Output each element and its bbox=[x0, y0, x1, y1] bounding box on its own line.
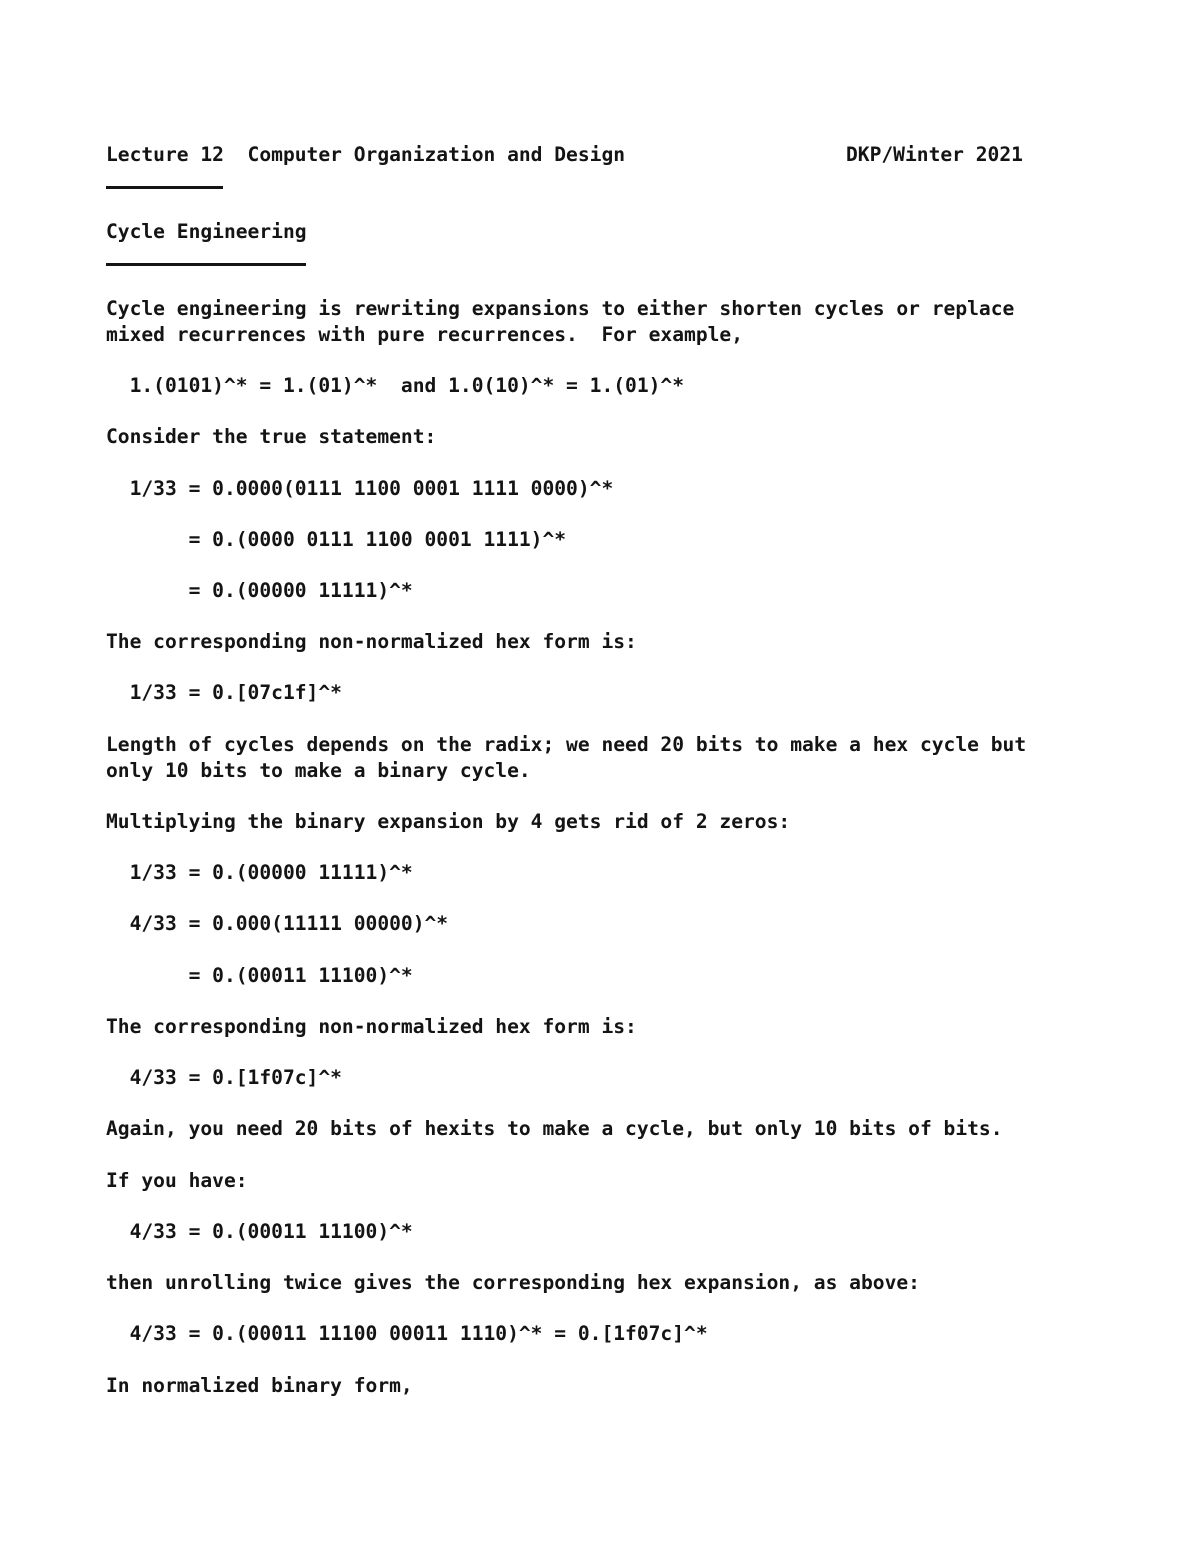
equation-line: = 0.(0000 0111 1100 0001 1111)^* bbox=[106, 528, 567, 551]
section-title: Cycle Engineering bbox=[106, 220, 307, 243]
equation-line: = 0.(00011 11100)^* bbox=[106, 964, 413, 987]
equation-line: 1/33 = 0.[07c1f]^* bbox=[106, 681, 342, 704]
equation-line: 4/33 = 0.(00011 11100)^* bbox=[106, 1220, 413, 1243]
body-line: If you have: bbox=[106, 1169, 248, 1192]
section-title-underline bbox=[106, 263, 306, 266]
body-line: Cycle engineering is rewriting expansions to either shorten cycles or replace bbox=[106, 297, 1015, 320]
equation-line: 1.(0101)^* = 1.(01)^* and 1.0(10)^* = 1.(01)^* bbox=[106, 374, 685, 397]
body-line: In normalized binary form, bbox=[106, 1374, 413, 1397]
equation-line: 4/33 = 0.[1f07c]^* bbox=[106, 1066, 342, 1089]
body-line: The corresponding non-normalized hex form is: bbox=[106, 630, 637, 653]
body-line: Length of cycles depends on the radix; we need 20 bits to make a hex cycle but bbox=[106, 733, 1027, 756]
body-line: mixed recurrences with pure recurrences. For example, bbox=[106, 323, 744, 346]
body-line: The corresponding non-normalized hex form is: bbox=[106, 1015, 637, 1038]
equation-line: 4/33 = 0.(00011 11100 00011 1110)^* = 0.[1f07c]^* bbox=[106, 1322, 708, 1345]
body-line: Multiplying the binary expansion by 4 gets rid of 2 zeros: bbox=[106, 810, 791, 833]
body-line: Again, you need 20 bits of hexits to make a cycle, but only 10 bits of bits. bbox=[106, 1117, 1003, 1140]
equation-line: 1/33 = 0.(00000 11111)^* bbox=[106, 861, 413, 884]
body-line: then unrolling twice gives the corresponding hex expansion, as above: bbox=[106, 1271, 920, 1294]
body-line: only 10 bits to make a binary cycle. bbox=[106, 759, 531, 782]
header-lecture-title: Lecture 12 Computer Organization and Design bbox=[106, 143, 626, 166]
header-underline bbox=[106, 186, 223, 189]
equation-line: = 0.(00000 11111)^* bbox=[106, 579, 413, 602]
body-line: Consider the true statement: bbox=[106, 425, 437, 448]
header-term: DKP/Winter 2021 bbox=[846, 143, 1023, 166]
equation-line: 1/33 = 0.0000(0111 1100 0001 1111 0000)^* bbox=[106, 477, 614, 500]
equation-line: 4/33 = 0.000(11111 00000)^* bbox=[106, 912, 449, 935]
